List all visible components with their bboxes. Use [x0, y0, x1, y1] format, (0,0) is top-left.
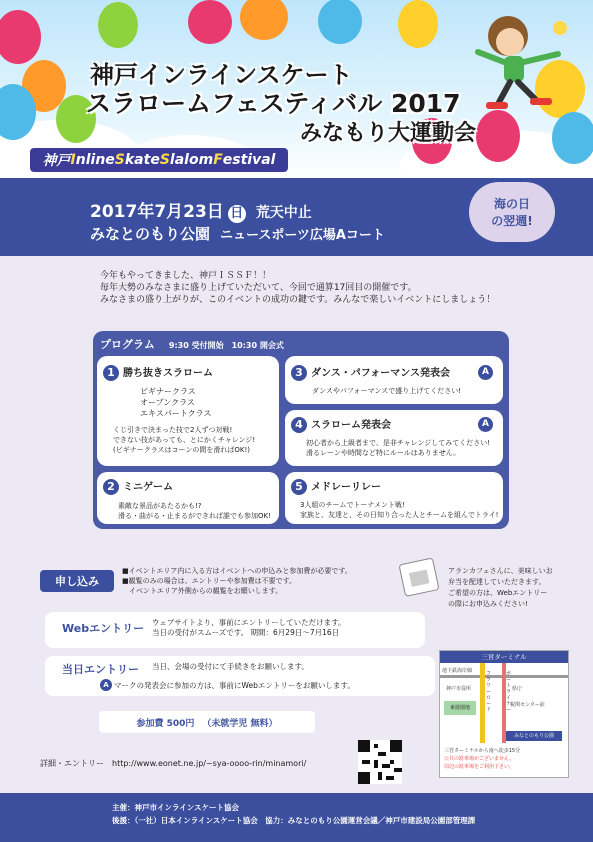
day-entry-desc: マークの発表会に参加の方は、事前にWebエントリーをお願いします。 [114, 681, 355, 690]
balloon [240, 0, 288, 40]
map-label: 神戸市役所 [446, 686, 472, 692]
webentry-mark-icon: A [478, 417, 493, 432]
program-item-3-title [291, 364, 450, 381]
item-title: ミニゲーム [123, 482, 173, 493]
program-times: 9:30 受付開始 10:30 開会式 [168, 341, 284, 350]
desc-line: (ビギナークラスはコーンの間を滑ればOK!) [113, 446, 251, 454]
program-item-1-desc [113, 425, 255, 455]
balloon [188, 0, 232, 44]
number-badge: 1 [103, 365, 119, 381]
map-park-label: みなとのもり公園 [506, 731, 562, 741]
banner-text: 神戸 [42, 153, 71, 169]
detail-url-link[interactable]: http://www.eonet.ne.jp/~sya-oooo-rin/minamori/ [112, 759, 307, 768]
desc-line: 家族と、友達と、その日知り合った人とチームを組んでトライ! [300, 511, 499, 519]
intro-line: 今年もやってきました、神戸ＩＳＳＦ！！ [100, 271, 272, 281]
banner-text: estival [222, 152, 276, 168]
webentry-mark-icon: A [478, 365, 493, 380]
balloon [552, 112, 593, 164]
program-item-1-title [103, 364, 213, 381]
banner-initial: S [114, 152, 125, 168]
intro-text [100, 270, 540, 306]
webentry-mark-icon: A [100, 679, 112, 691]
title-line-3: みなもり大運動会 [300, 121, 477, 146]
venue-name: みなとのもり公園 [90, 225, 211, 243]
map-note: 公共の駐車場がございません。 [444, 756, 515, 762]
event-venue-line [90, 223, 385, 244]
program-item-2-title [103, 478, 173, 495]
desc-line: 滑るレーンや時間など特にルールはありません。 [306, 449, 461, 457]
event-date: 2017年7月23日 [90, 202, 224, 222]
balloon [318, 0, 362, 44]
desc-line: ウェブサイトより、事前にエントリーしていただけます。 [152, 618, 346, 627]
banner-text: kate [124, 152, 160, 168]
cafe-line: 弁当を配達していただきます。 [448, 578, 546, 586]
fee-note: （未就学児 無料） [202, 718, 278, 729]
desc-line: 素敵な景品があたるかも!? [118, 502, 202, 510]
map-label: 地下鉄海岸線 [442, 668, 473, 674]
map-label: 東遊園地 [444, 701, 476, 715]
cafe-line: の際にお申込みください! [448, 600, 528, 608]
bento-sticker-icon [398, 555, 442, 599]
note-line: イベントエリア外側からの観覧をお願いします。 [122, 587, 283, 595]
day-entry-title: 当日エントリー [62, 663, 139, 676]
marine-day-badge [469, 182, 555, 242]
intro-line: みなさまの盛り上がりが、このイベントの成功の鍵です。みんなで楽しいイベントにしましょう！ [100, 295, 496, 305]
banner-text: nline [75, 152, 115, 168]
item-title: スラローム発表会 [311, 420, 391, 431]
desc-line: 当日の受付がスムーズです。 期間：6月29日～7月16日 [152, 628, 340, 637]
program-heading [100, 336, 284, 352]
banner-initial: I [70, 152, 76, 168]
map-label: 県庁 [512, 686, 523, 692]
number-badge: 4 [291, 417, 307, 433]
web-entry-desc [152, 618, 346, 638]
banner-text: lalom [169, 152, 214, 168]
program-item-2-desc [118, 501, 271, 521]
detail-label: 詳細・エントリー [40, 759, 104, 768]
cafe-line: アランカフェさんに、美味しいお [448, 567, 553, 575]
cafe-note [448, 566, 553, 610]
header-banner [0, 0, 593, 178]
english-title-banner [30, 148, 288, 172]
fee-label: 参加費 500円 [136, 718, 195, 729]
program-item-4-desc [306, 438, 490, 458]
qr-code[interactable] [358, 740, 402, 784]
web-entry-title: Webエントリー [62, 622, 145, 635]
organizer: 主催：神戸市インラインスケート協会 [112, 803, 240, 812]
weekday-badge: 日 [228, 205, 246, 223]
event-date-line [90, 197, 312, 223]
badge-line: 海の日 [493, 197, 530, 211]
desc-line: 初心者から上級者まで、是非チャレンジしてみてください! [306, 439, 491, 447]
access-map [439, 650, 569, 778]
item-title: メドレーリレー [311, 482, 381, 493]
fee-box [99, 711, 315, 733]
number-badge: 3 [291, 365, 307, 381]
banner-initial: F [213, 152, 223, 168]
sponsors: 後援：（一社）日本インラインスケート協会 協力：みなとのもり公園運営会議／神戸市建設局公園部管理課 [112, 816, 476, 825]
intro-line: 毎年大勢のみなさまに盛り上げていただいて、今回で通算17回目の開催です。 [100, 283, 417, 293]
title-line-2: スラロームフェスティバル 2017 [86, 89, 461, 118]
detail-entry-line [40, 758, 306, 769]
balloon [98, 2, 138, 48]
program-item-5-title [291, 478, 381, 495]
number-badge: 2 [103, 479, 119, 495]
desc-line: できない技があっても、とにかくチャレンジ! [113, 436, 256, 444]
number-badge: 5 [291, 479, 307, 495]
apply-notes [122, 566, 352, 596]
map-road-label: フラワーロード [486, 671, 492, 713]
day-entry-desc: 当日、会場の受付にて手続きをお願いします。 [152, 662, 309, 671]
class-item: エキスパートクラス [140, 409, 212, 418]
map-note: 三宮ターミナルから南へ徒歩15分 [444, 748, 521, 754]
item-title: ダンス・パフォーマンス発表会 [311, 368, 450, 379]
note-line: ■イベントエリア内に入る方はイベントへの申込みと参加費が必要です。 [122, 567, 352, 575]
map-note: 周辺の駐車場をご利用下さい。 [444, 764, 515, 770]
map-road-flower [480, 663, 485, 743]
desc-line: 滑る・曲がる・止まるができれば誰でも参加OK! [118, 512, 271, 520]
program-item-5-desc [300, 500, 498, 520]
cafe-line: ご希望の方は、Webエントリー [448, 589, 548, 597]
desc-line: 3人組のチームでトーナメント戦! [300, 501, 405, 509]
item-title: 勝ち抜きスラローム [123, 368, 213, 379]
program-title: プログラム [100, 338, 155, 351]
class-item: オープンクラス [140, 398, 195, 407]
skater-mascot-illustration [460, 8, 580, 118]
title-line-1: 神戸インラインスケート [90, 61, 353, 89]
program-item-3-desc [312, 386, 461, 396]
balloon [0, 10, 41, 64]
venue-court: ニュースポーツ広場Aコート [220, 228, 385, 243]
badge-line: の翌週! [491, 214, 533, 228]
apply-heading: 申し込み [40, 570, 114, 592]
desc-line: くじ引きで決まった技で2人ずつ対戦! [113, 426, 233, 434]
balloon [398, 0, 438, 48]
note-line: ■観覧のみの場合は、エントリーや参加費は不要です。 [122, 577, 297, 585]
desc-line: ダンスやパフォーマンスで盛り上げてください! [312, 387, 462, 395]
class-item: ビギナークラス [140, 387, 196, 396]
program-item-4-title [291, 416, 391, 433]
map-line-label: ポートライナー [506, 671, 512, 713]
rain-cancel-note: 荒天中止 [255, 205, 312, 221]
map-station-label: 三宮ターミナル [440, 651, 568, 663]
banner-initial: S [159, 152, 170, 168]
map-label: 税関センター前 [510, 702, 545, 708]
class-list [140, 386, 211, 419]
